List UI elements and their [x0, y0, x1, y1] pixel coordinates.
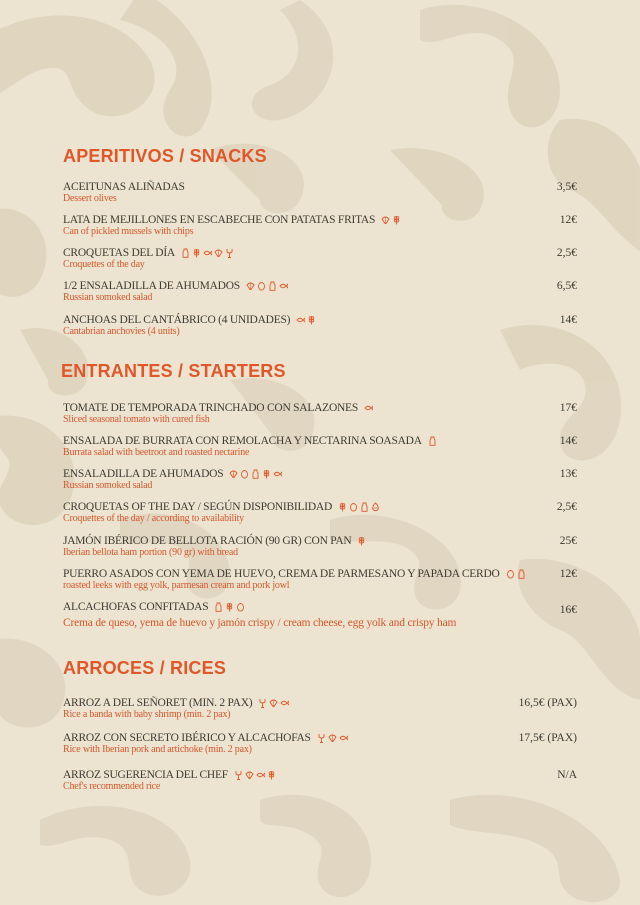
allergen-icons [234, 770, 276, 780]
gluten-icon [357, 536, 366, 546]
item-name: LATA DE MEJILLONES EN ESCABECHE CON PATATAS FRITAS [63, 214, 376, 226]
item-price: 12€ [559, 214, 577, 226]
item-name: ALCACHOFAS CONFITADAS [63, 601, 209, 613]
allergen-icons [317, 733, 348, 743]
shellfish-icon [229, 469, 238, 479]
item-description: Dessert olives [63, 193, 117, 204]
allergen-icons [381, 215, 401, 225]
menu-item [63, 535, 577, 559]
allergen-icons [506, 569, 526, 579]
allergen-icons [229, 469, 282, 479]
shellfish-icon [328, 733, 337, 743]
menu-item [63, 214, 577, 238]
item-name: 1/2 ENSALADILLA DE AHUMADOS [63, 280, 240, 292]
item-price: N/A [557, 769, 577, 781]
milk-icon [214, 602, 223, 612]
allergen-icons [181, 248, 234, 258]
fish-icon [364, 403, 373, 413]
milk-icon [428, 436, 437, 446]
egg-icon [349, 502, 358, 512]
item-price: 17,5€ (PAX) [518, 732, 577, 744]
menu-item [63, 697, 577, 721]
allergen-icons [428, 436, 437, 446]
section-title-snacks: APERITIVOS / SNACKS [63, 146, 267, 166]
gluten-icon [267, 770, 276, 780]
menu-item [63, 435, 577, 459]
item-name: ENSALADILLA DE AHUMADOS [63, 468, 224, 480]
item-price: 25€ [559, 535, 577, 547]
milk-icon [251, 469, 260, 479]
item-description: Can of pickled mussels with chips [63, 226, 194, 237]
gluten-icon [307, 315, 316, 325]
item-name: JAMÓN IBÉRICO DE BELLOTA RACIÓN (90 GR) CON PAN [63, 535, 352, 547]
section-title-rices: ARROCES / RICES [63, 658, 227, 678]
fish-icon [256, 770, 265, 780]
gluten-icon [225, 602, 234, 612]
nuts-icon [371, 502, 380, 512]
gluten-icon [262, 469, 271, 479]
gluten-icon [192, 248, 201, 258]
item-price: 6,5€ [556, 280, 577, 292]
allergen-icons [357, 536, 366, 546]
shellfish-icon [246, 281, 255, 291]
item-description: Burrata salad with beetroot and roasted nectarine [63, 447, 250, 458]
item-name: ANCHOAS DEL CANTÁBRICO (4 UNIDADES) [63, 314, 291, 326]
item-description: roasted leeks with egg yolk, parmesan cream and pork jowl [63, 580, 290, 591]
menu-item [63, 280, 577, 304]
item-description: Russian somoked salad [63, 480, 153, 491]
item-name: CROQUETAS OF THE DAY / SEGÚN DISPONIBILIDAD [63, 501, 333, 513]
gluten-icon [338, 502, 347, 512]
allergen-icons [364, 403, 373, 413]
menu-item [63, 732, 577, 756]
item-price: 2,5€ [556, 247, 577, 259]
item-name: TOMATE DE TEMPORADA TRINCHADO CON SALAZONES [63, 402, 358, 414]
allergen-icons [246, 281, 288, 291]
crustacean-icon [234, 770, 243, 780]
item-price: 13€ [559, 468, 577, 480]
menu-item [63, 501, 577, 525]
item-description: Crema de queso, yema de huevo y jamón crispy / cream cheese, egg yolk and crispy ham [63, 617, 457, 629]
egg-icon [257, 281, 266, 291]
menu-item [63, 247, 577, 271]
allergen-icons [338, 502, 380, 512]
item-price: 12€ [559, 568, 577, 580]
egg-icon [240, 469, 249, 479]
shellfish-icon [269, 698, 278, 708]
item-name: CROQUETAS DEL DÍA [63, 247, 175, 259]
milk-icon [268, 281, 277, 291]
item-name: ARROZ CON SECRETO IBÉRICO Y ALCACHOFAS [63, 732, 311, 744]
item-description: Russian somoked salad [63, 292, 153, 303]
milk-icon [181, 248, 190, 258]
allergen-icons [296, 315, 316, 325]
menu-item [63, 402, 577, 426]
fish-icon [279, 281, 288, 291]
item-price: 16€ [559, 604, 577, 616]
item-name: ACEITUNAS ALIÑADAS [63, 181, 185, 193]
egg-icon [236, 602, 245, 612]
section-title-starters: ENTRANTES / STARTERS [61, 361, 286, 381]
item-price: 16,5€ (PAX) [518, 697, 577, 709]
fish-icon [296, 315, 305, 325]
item-name: ARROZ A DEL SEÑORET (MIN. 2 PAX) [63, 697, 253, 709]
fish-icon [203, 248, 212, 258]
egg-icon [506, 569, 515, 579]
allergen-icons [258, 698, 289, 708]
menu-item [63, 468, 577, 492]
menu-item [63, 769, 577, 793]
shellfish-icon [381, 215, 390, 225]
item-name: PUERRO ASADOS CON YEMA DE HUEVO, CREMA DE PARMESANO Y PAPADA CERDO [63, 568, 500, 580]
shellfish-icon [214, 248, 223, 258]
item-price: 17€ [559, 402, 577, 414]
item-description: Chef's recommended rice [63, 781, 161, 792]
allergen-icons [214, 602, 245, 612]
item-description: Rice with Iberian pork and artichoke (min. 2 pax) [63, 744, 252, 755]
crustacean-icon [317, 733, 326, 743]
gluten-icon [392, 215, 401, 225]
milk-icon [360, 502, 369, 512]
shellfish-icon [245, 770, 254, 780]
menu-item [63, 181, 577, 205]
menu-item [63, 601, 577, 630]
item-price: 14€ [559, 314, 577, 326]
menu-item [63, 568, 577, 592]
fish-icon [339, 733, 348, 743]
item-description: Croquettes of the day / according to availability [63, 513, 244, 524]
item-description: Cantabrian anchovies (4 units) [63, 326, 180, 337]
fish-icon [273, 469, 282, 479]
item-name: ARROZ SUGERENCIA DEL CHEF [63, 769, 228, 781]
crustacean-icon [225, 248, 234, 258]
item-price: 3,5€ [556, 181, 577, 193]
crustacean-icon [258, 698, 267, 708]
item-description: Sliced seasonal tomato with cured fish [63, 414, 210, 425]
item-price: 2,5€ [556, 501, 577, 513]
fish-icon [280, 698, 289, 708]
item-name: ENSALADA DE BURRATA CON REMOLACHA Y NECTARINA SOASADA [63, 435, 422, 447]
item-price: 14€ [559, 435, 577, 447]
menu-item [63, 314, 577, 338]
item-description: Rice a banda with baby shrimp (min. 2 pax) [63, 709, 231, 720]
item-description: Croquettes of the day [63, 259, 145, 270]
item-description: Iberian bellota ham portion (90 gr) with bread [63, 547, 238, 558]
milk-icon [517, 569, 526, 579]
